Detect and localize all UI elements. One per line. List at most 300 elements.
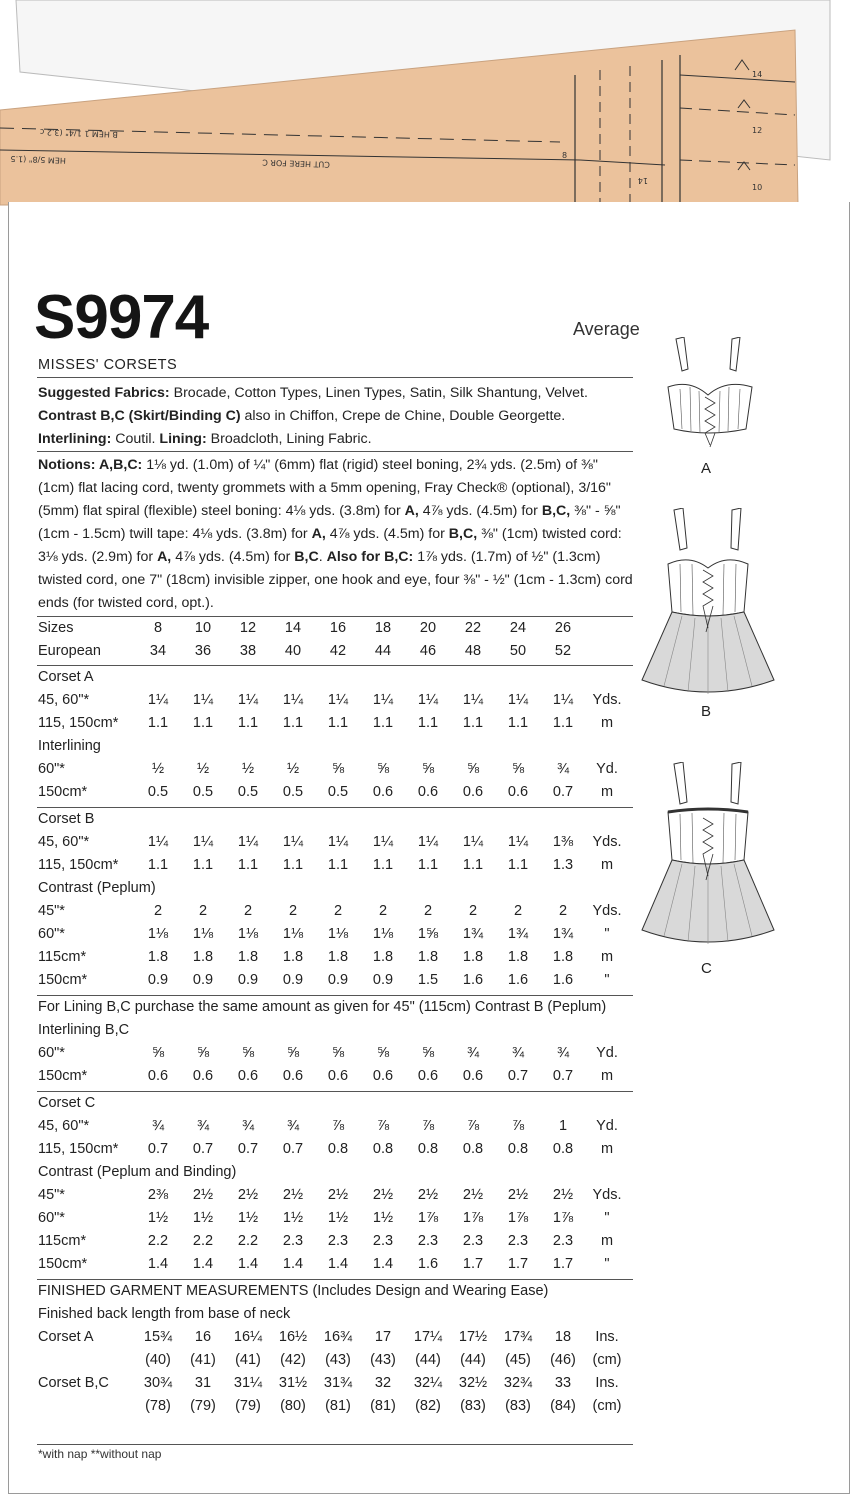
table-cell: 1.4 (282, 1256, 304, 1272)
divider (37, 807, 633, 808)
table-cell: 0.5 (327, 784, 349, 800)
table-cell: 0.6 (372, 784, 394, 800)
table-cell: (80) (280, 1398, 306, 1414)
table-cell: 1½ (327, 1210, 349, 1226)
size-cell: 12 (239, 620, 257, 636)
tissue-hem2-text: HEM 5/8" (1.5 (10, 154, 67, 165)
table-cell: 1⅜ (552, 834, 574, 850)
table-cell: ⅞ (421, 1118, 435, 1134)
section-corset-c: Corset C (38, 1095, 96, 1111)
table-cell: 1.1 (552, 715, 574, 731)
table-cell: 1¼ (147, 834, 169, 850)
unit-cell: Yd. (596, 1118, 618, 1134)
table-cell: 1½ (282, 1210, 304, 1226)
suggested-fabrics: Brocade, Cotton Types, Linen Types, Satin, Silk Shantung, Velvet. (169, 385, 588, 401)
table-cell: (83) (460, 1398, 486, 1414)
row-label: 45, 60"* (38, 692, 90, 708)
table-cell: 0.7 (237, 1141, 259, 1157)
table-cell: 1¾ (552, 926, 574, 942)
row-label: Corset B,C (38, 1375, 109, 1391)
table-cell: ½ (151, 761, 165, 777)
lining-note: For Lining B,C purchase the same amount as given for 45" (115cm) Contrast B (Peplum) (38, 999, 607, 1015)
unit-cell: m (600, 1233, 614, 1249)
table-cell: 18 (554, 1329, 572, 1345)
table-cell: 1⅛ (372, 926, 394, 942)
table-cell: 1¼ (282, 834, 304, 850)
measurement-row (0, 1375, 858, 1398)
table-cell: 2½ (462, 1187, 484, 1203)
table-cell: 0.6 (147, 1068, 169, 1084)
table-cell: 1½ (237, 1210, 259, 1226)
view-ref: Also for B,C: (326, 549, 414, 565)
table-cell: 2½ (192, 1187, 214, 1203)
row-label: 60"* (38, 1210, 65, 1226)
table-cell: 1.4 (372, 1256, 394, 1272)
view-ref: B,C, (541, 503, 571, 519)
table-cell: 32¾ (503, 1375, 533, 1391)
notions-text: 4⅞ yds. (4.5m) for (325, 526, 449, 542)
view-c-dress-illustration (640, 762, 780, 954)
table-cell: 1.1 (507, 857, 529, 873)
table-cell: (43) (370, 1352, 396, 1368)
table-cell: 2½ (417, 1187, 439, 1203)
table-cell: 17½ (458, 1329, 488, 1345)
table-cell: 1½ (192, 1210, 214, 1226)
lining-label: Lining: (159, 431, 207, 447)
table-cell: 1¼ (237, 834, 259, 850)
table-cell: 1.1 (237, 715, 259, 731)
table-cell: 2½ (507, 1187, 529, 1203)
size-cell: 44 (374, 643, 392, 659)
table-cell: 1⅞ (417, 1210, 439, 1226)
table-cell: 0.6 (282, 1068, 304, 1084)
row-label: 60"* (38, 761, 65, 777)
table-cell: 1.6 (507, 972, 529, 988)
table-cell: 2 (423, 903, 433, 919)
interlining-label: Interlining: (38, 431, 112, 447)
table-cell: 1¼ (327, 692, 349, 708)
divider (37, 1279, 633, 1280)
table-cell: 17 (374, 1329, 392, 1345)
table-cell: (41) (190, 1352, 216, 1368)
table-cell: 2.2 (237, 1233, 259, 1249)
suggested-fabrics-label: Suggested Fabrics: (38, 385, 170, 401)
notions-text: 1⅛ yd. (1.0m) of ¼" (6mm) flat (rigid) steel boning, 2¾ yds. (2.5m) of ⅜" (1cm) flat lacing cord, twenty grommets with a 5mm opening, Fray Check® (optional), 3/16" (5mm) flat spiral (flexible) steel boning: 4⅛ yds. (3.8m) for (38, 457, 611, 519)
table-cell: 2⅜ (147, 1187, 169, 1203)
size-cell: 36 (194, 643, 212, 659)
table-cell: 2 (243, 903, 253, 919)
size-cell: 8 (153, 620, 163, 636)
view-b-dress-illustration (640, 508, 780, 700)
table-cell: 0.6 (507, 784, 529, 800)
table-cell: 1¼ (372, 834, 394, 850)
view-a-label: A (701, 460, 712, 477)
row-label: 115cm* (38, 1233, 87, 1249)
fabrics-paragraph (38, 382, 638, 451)
table-cell: 1.6 (552, 972, 574, 988)
table-cell: 1.4 (237, 1256, 259, 1272)
unit-cell: " (604, 1210, 610, 1226)
row-label: 60"* (38, 926, 65, 942)
notions-label: Notions: A,B,C: (38, 457, 143, 473)
table-cell: 1.1 (507, 715, 529, 731)
table-cell: 0.7 (192, 1141, 214, 1157)
table-cell: 1¼ (417, 834, 439, 850)
table-cell: (81) (370, 1398, 396, 1414)
table-cell: 15¾ (143, 1329, 173, 1345)
size-cell: 52 (554, 643, 572, 659)
unit-cell: m (600, 1141, 614, 1157)
table-cell: 32 (374, 1375, 392, 1391)
table-cell: 31¾ (323, 1375, 353, 1391)
table-cell: 1.1 (282, 715, 304, 731)
unit-cell: Yds. (592, 834, 622, 850)
divider (37, 995, 633, 996)
table-cell: ⅝ (331, 761, 345, 777)
table-cell: 1.8 (282, 949, 304, 965)
size-cell: 46 (419, 643, 437, 659)
table-cell: 0.7 (552, 1068, 574, 1084)
table-cell: (44) (415, 1352, 441, 1368)
notions-paragraph (38, 454, 638, 615)
size-cell: 16 (329, 620, 347, 636)
table-cell: 1¼ (417, 692, 439, 708)
row-label: 115, 150cm* (38, 857, 119, 873)
table-cell: 31¼ (233, 1375, 263, 1391)
unit-cell: Yd. (596, 761, 618, 777)
table-cell: 2.3 (507, 1233, 529, 1249)
yardage-row (0, 1068, 858, 1091)
table-cell: 0.9 (192, 972, 214, 988)
table-cell: 2.2 (147, 1233, 169, 1249)
table-cell: 32¼ (413, 1375, 443, 1391)
table-cell: 1.1 (372, 857, 394, 873)
notions-text: 4⅞ yds. (4.5m) for (418, 503, 542, 519)
table-cell: 1¼ (282, 692, 304, 708)
table-cell: 1.1 (147, 857, 169, 873)
row-label: 150cm* (38, 784, 88, 800)
table-cell: 2 (198, 903, 208, 919)
table-cell: 0.8 (552, 1141, 574, 1157)
row-label: 115, 150cm* (38, 1141, 119, 1157)
notions-text: 1⅞ yds. (1.7m) of ½" (1.3cm) twisted cord, one 7" (18cm) invisible zipper, one hook and eye, four ⅜" - ½" (1cm - 1.3cm) cord ends (for twisted cord, opt.). (38, 549, 633, 611)
unit-cell: " (604, 926, 610, 942)
section-interlining-bc: Interlining B,C (38, 1022, 130, 1038)
table-cell: 0.6 (462, 1068, 484, 1084)
table-cell: 2.3 (462, 1233, 484, 1249)
table-cell: 1.8 (147, 949, 169, 965)
table-cell: 1.1 (462, 857, 484, 873)
table-cell: 0.8 (327, 1141, 349, 1157)
table-cell: ½ (196, 761, 210, 777)
table-cell: 0.5 (237, 784, 259, 800)
table-cell: (45) (505, 1352, 531, 1368)
unit-cell: m (600, 857, 614, 873)
view-ref: A, (404, 503, 419, 519)
table-cell: 1.1 (327, 857, 349, 873)
table-cell: 1⅛ (237, 926, 259, 942)
pattern-code: S9974 (34, 283, 209, 352)
tissue-number: 8 (562, 151, 568, 160)
measurement-row (0, 1352, 858, 1375)
table-cell: 31½ (278, 1375, 308, 1391)
table-cell: 1.1 (192, 857, 214, 873)
table-cell: 1.1 (282, 857, 304, 873)
table-cell: 31 (194, 1375, 212, 1391)
section-corset-a: Corset A (38, 669, 94, 685)
size-cell: 38 (239, 643, 257, 659)
notions-text: . (318, 549, 327, 565)
yardage-row (0, 1187, 858, 1210)
yardage-row (0, 1045, 858, 1068)
table-cell: 0.9 (282, 972, 304, 988)
table-cell: 2.2 (192, 1233, 214, 1249)
table-cell: 17¾ (503, 1329, 533, 1345)
table-cell: 2 (288, 903, 298, 919)
table-cell: ¾ (556, 761, 570, 777)
table-cell: 1¼ (552, 692, 574, 708)
table-cell: 1⅞ (552, 1210, 574, 1226)
difficulty-level: Average (573, 319, 640, 339)
yardage-row (0, 972, 858, 995)
tissue-number: 14 (752, 70, 763, 79)
divider (37, 1444, 633, 1445)
table-cell: 1.1 (147, 715, 169, 731)
size-cell: 34 (149, 643, 167, 659)
table-cell: 16¾ (323, 1329, 353, 1345)
table-cell: ⅝ (196, 1045, 210, 1061)
row-label: 150cm* (38, 1068, 88, 1084)
table-cell: 1⅛ (192, 926, 214, 942)
table-cell: 1.8 (417, 949, 439, 965)
yardage-row (0, 715, 858, 738)
row-label: 150cm* (38, 972, 88, 988)
view-ref: B,C, (448, 526, 478, 542)
view-a-corset-illustration (660, 337, 760, 452)
row-label: 115cm* (38, 949, 87, 965)
notions-text: ⅜" - ⅝" (1cm - 1.5cm) twill tape: 4⅛ yds. (3.8m) for (38, 503, 621, 542)
yardage-row (0, 1141, 858, 1164)
table-cell: 1½ (147, 1210, 169, 1226)
measurement-row (0, 1329, 858, 1352)
size-cell: 48 (464, 643, 482, 659)
table-cell: 2 (558, 903, 568, 919)
table-cell: 1.5 (417, 972, 439, 988)
size-cell: 24 (509, 620, 527, 636)
unit-cell: (cm) (592, 1398, 622, 1414)
yardage-row (0, 1118, 858, 1141)
table-cell: 0.6 (462, 784, 484, 800)
table-cell: ½ (241, 761, 255, 777)
view-ref: B,C (294, 549, 319, 565)
table-cell: 1.8 (507, 949, 529, 965)
table-cell: 30¾ (143, 1375, 173, 1391)
table-cell: (83) (505, 1398, 531, 1414)
section-finished-measurements: FINISHED GARMENT MEASUREMENTS (Includes Design and Wearing Ease) (38, 1283, 549, 1299)
table-cell: 0.6 (237, 1068, 259, 1084)
unit-cell: Yds. (592, 1187, 622, 1203)
table-cell: ¾ (151, 1118, 165, 1134)
table-cell: 0.9 (327, 972, 349, 988)
lining-fabrics: Broadcloth, Lining Fabric. (206, 431, 372, 447)
table-cell: ⅝ (376, 1045, 390, 1061)
table-cell: 1.1 (417, 857, 439, 873)
table-cell: (79) (190, 1398, 216, 1414)
table-cell: 1¼ (192, 834, 214, 850)
table-cell: 2½ (372, 1187, 394, 1203)
table-cell: (82) (415, 1398, 441, 1414)
unit-cell: Ins. (595, 1375, 619, 1391)
table-cell: 1⅞ (507, 1210, 529, 1226)
european-label: European (38, 643, 101, 659)
footnote: *with nap **without nap (38, 1447, 162, 1461)
yardage-row (0, 1256, 858, 1279)
pattern-tissue (0, 0, 858, 210)
divider (37, 1091, 633, 1092)
table-cell: 0.5 (147, 784, 169, 800)
table-cell: 16½ (278, 1329, 308, 1345)
table-cell: (46) (550, 1352, 576, 1368)
table-cell: 1.1 (417, 715, 439, 731)
table-cell: 1.7 (552, 1256, 574, 1272)
size-cell: 10 (194, 620, 212, 636)
table-cell: 1¼ (327, 834, 349, 850)
table-cell: (42) (280, 1352, 306, 1368)
table-cell: 0.5 (282, 784, 304, 800)
pattern-title: MISSES' CORSETS (38, 357, 178, 373)
table-cell: 0.8 (507, 1141, 529, 1157)
table-cell: 1⅞ (462, 1210, 484, 1226)
table-cell: 1⅛ (282, 926, 304, 942)
unit-cell: Yd. (596, 1045, 618, 1061)
table-cell: 2 (468, 903, 478, 919)
table-cell: ½ (286, 761, 300, 777)
table-cell: 2½ (237, 1187, 259, 1203)
tissue-number: 14 (637, 176, 648, 185)
table-cell: 0.7 (507, 1068, 529, 1084)
table-cell: 0.8 (462, 1141, 484, 1157)
unit-cell: Yds. (592, 903, 622, 919)
back-length-label: Finished back length from base of neck (38, 1306, 291, 1322)
contrast-label: Contrast B,C (Skirt/Binding C) (38, 408, 241, 424)
table-cell: ⅝ (421, 761, 435, 777)
section-contrast-peplum: Contrast (Peplum) (38, 880, 156, 896)
row-label: 115, 150cm* (38, 715, 119, 731)
table-cell: ¾ (286, 1118, 300, 1134)
section-interlining: Interlining (38, 738, 101, 754)
table-cell: 1¼ (237, 692, 259, 708)
table-cell: ⅝ (286, 1045, 300, 1061)
table-cell: (41) (235, 1352, 261, 1368)
divider (37, 665, 633, 666)
row-label: 45"* (38, 903, 65, 919)
measurement-row (0, 1398, 858, 1421)
table-cell: 0.9 (147, 972, 169, 988)
table-cell: ⅞ (331, 1118, 345, 1134)
table-cell: ⅝ (151, 1045, 165, 1061)
table-cell: ¾ (466, 1045, 480, 1061)
table-cell: 1.8 (192, 949, 214, 965)
unit-cell: " (604, 972, 610, 988)
table-cell: 2½ (282, 1187, 304, 1203)
size-cell: 22 (464, 620, 482, 636)
table-cell: 2.3 (372, 1233, 394, 1249)
table-cell: 1¼ (507, 692, 529, 708)
table-cell: 2.3 (552, 1233, 574, 1249)
size-cell: 42 (329, 643, 347, 659)
table-cell: 0.6 (417, 1068, 439, 1084)
view-ref: A, (157, 549, 172, 565)
view-b-label: B (701, 703, 712, 720)
table-cell: (43) (325, 1352, 351, 1368)
table-cell: ⅞ (376, 1118, 390, 1134)
table-cell: (44) (460, 1352, 486, 1368)
view-ref: A, (311, 526, 326, 542)
row-label: 150cm* (38, 1256, 88, 1272)
table-cell: ⅝ (241, 1045, 255, 1061)
divider (37, 616, 633, 617)
table-cell: ⅞ (466, 1118, 480, 1134)
table-cell: ¾ (511, 1045, 525, 1061)
row-label: 60"* (38, 1045, 65, 1061)
table-cell: 1.1 (327, 715, 349, 731)
table-cell: 2.3 (282, 1233, 304, 1249)
table-cell: 1 (558, 1118, 568, 1134)
table-cell: 1¼ (462, 692, 484, 708)
size-cell: 50 (509, 643, 527, 659)
unit-cell: m (600, 784, 614, 800)
table-cell: 2 (513, 903, 523, 919)
table-cell: 1⅛ (327, 926, 349, 942)
table-cell: 1.1 (237, 857, 259, 873)
table-cell: 1.4 (192, 1256, 214, 1272)
table-cell: (81) (325, 1398, 351, 1414)
yardage-row (0, 1210, 858, 1233)
table-cell: 0.8 (372, 1141, 394, 1157)
table-cell: 1.7 (507, 1256, 529, 1272)
table-cell: 1.1 (462, 715, 484, 731)
unit-cell: (cm) (592, 1352, 622, 1368)
table-cell: ¾ (556, 1045, 570, 1061)
table-cell: 1.4 (147, 1256, 169, 1272)
table-cell: 1.1 (372, 715, 394, 731)
table-cell: 2½ (327, 1187, 349, 1203)
interlining-fabrics: Coutil. (111, 431, 160, 447)
table-cell: 2.3 (327, 1233, 349, 1249)
unit-cell: m (600, 1068, 614, 1084)
table-cell: 0.9 (237, 972, 259, 988)
table-cell: 0.8 (417, 1141, 439, 1157)
table-cell: 2 (333, 903, 343, 919)
unit-cell: Yds. (592, 692, 622, 708)
table-cell: 0.7 (147, 1141, 169, 1157)
table-cell: 0.5 (192, 784, 214, 800)
table-cell: 1¼ (147, 692, 169, 708)
table-cell: 17¼ (413, 1329, 443, 1345)
unit-cell: m (600, 949, 614, 965)
sizes-label: Sizes (38, 620, 74, 636)
tissue-cut-text: CUT HERE FOR C (262, 157, 331, 169)
table-cell: 1.8 (552, 949, 574, 965)
table-cell: 1¼ (462, 834, 484, 850)
table-cell: 2 (378, 903, 388, 919)
row-label: 45"* (38, 1187, 65, 1203)
table-cell: 1½ (372, 1210, 394, 1226)
table-cell: 2½ (552, 1187, 574, 1203)
table-cell: 1.8 (462, 949, 484, 965)
size-cell: 14 (284, 620, 302, 636)
table-cell: 1¾ (507, 926, 529, 942)
